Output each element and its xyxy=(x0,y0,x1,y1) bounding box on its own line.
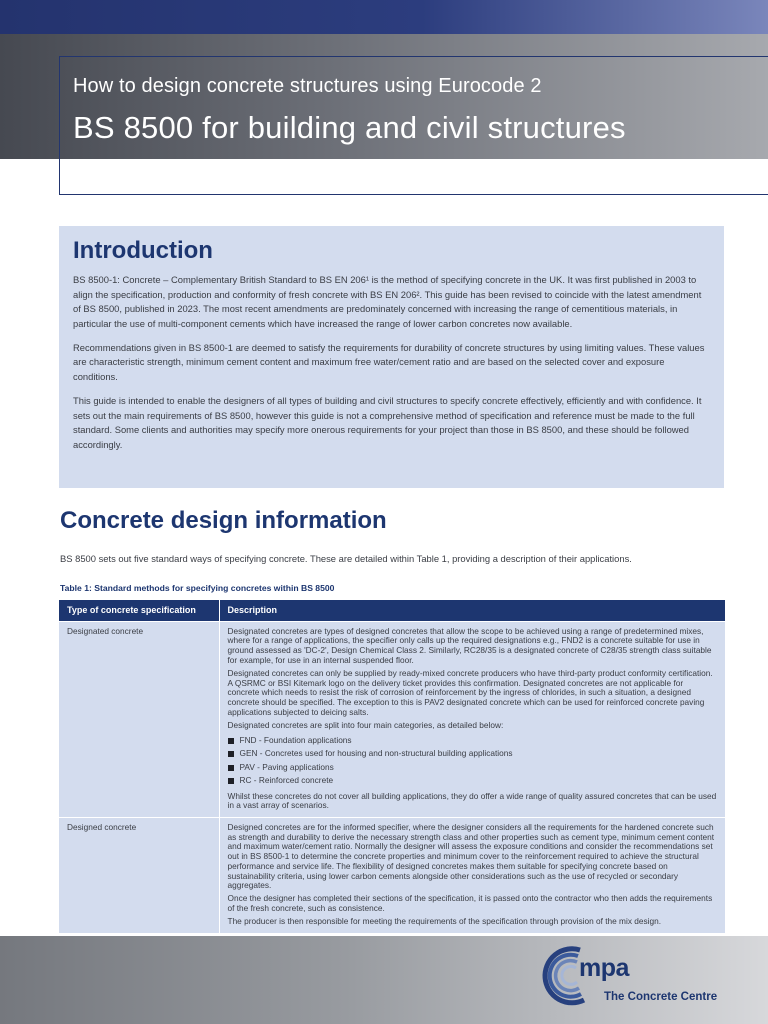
design-info-intro: BS 8500 sets out five standard ways of specifying concrete. These are detailed within Table 1, providing a description of their applications. xyxy=(60,553,632,564)
row-type-cell: Designated concrete xyxy=(59,621,219,818)
column-header-description: Description xyxy=(219,600,725,621)
square-bullet-icon xyxy=(228,778,234,784)
square-bullet-icon xyxy=(228,738,234,744)
list-item xyxy=(228,761,718,774)
logo-subtitle: The Concrete Centre xyxy=(604,991,718,1003)
description-paragraph: Designated concretes are types of designed concretes that allow the scope to be achieved using a range of predetermined mixes, where for a range of applications, the specifier only calls up the required designations e.g., FND2 is a concrete suitable for use in ground assessed as 'DC-2', Design Chemical Class 2. Similarly, RC28/35 is a designated concrete of C28/35 strength class suitable for example, for use in an internal suspended floor. xyxy=(227,625,712,665)
top-color-band xyxy=(0,0,768,34)
introduction-paragraph: Recommendations given in BS 8500-1 are deemed to satisfy the requirements for durability of concrete structures by using limiting values. These values are characteristic strength, minimum cement content and maximum free water/cement ratio and are based on the selected cover and exposure conditions. xyxy=(73,341,705,383)
list-item-text: PAV - Paving applications xyxy=(239,761,334,772)
description-paragraph: The producer is then responsible for meeting the requirements of the specification through provision of the mix design. xyxy=(227,916,662,927)
designation-list xyxy=(228,734,718,788)
introduction-heading: Introduction xyxy=(73,237,213,264)
square-bullet-icon xyxy=(228,765,234,771)
description-paragraph: Designated concretes can only be supplied by ready-mixed concrete producers who have third-party product conformity certification. A QSRMC or BSI Kitemark logo on the delivery ticket provides this confirmation. Designated concretes are not applicable for concrete which needs to resist the risk of corrosion of reinforcement by the ingress of chlorides, in such a situation, a designed concrete should be specified. The exception to this is PAV2 designated concrete which can be used for reinforced concrete paving applications subjected to deicing salts. xyxy=(227,667,713,717)
specification-table xyxy=(59,600,725,933)
list-item xyxy=(228,734,718,747)
list-item xyxy=(228,774,718,787)
table-row xyxy=(59,818,725,934)
list-item-text: GEN - Concretes used for housing and non-structural building applications xyxy=(239,748,513,759)
mpa-logo xyxy=(540,944,730,1014)
introduction-paragraph: BS 8500-1: Concrete – Complementary British Standard to BS EN 206¹ is the method of specifying concrete in the UK. It was first published in 2003 to align the specification, production and conformity of fresh concrete with BS EN 206². This guide has been revised to coincide with the latest amendment of BS 8500, published in 2023. The most recent amendments are predominately concerned with increasing the range of cementitious materials, in particular the use of multi-component cements which have increased the range of lower carbon concretes now available. xyxy=(73,274,702,329)
description-paragraph: Designated concretes are split into four main categories, as detailed below: xyxy=(227,719,504,730)
design-info-heading: Concrete design information xyxy=(60,507,387,534)
description-paragraph: Designed concretes are for the informed specifier, where the designer considers all the requirements for the hardened concrete such as strength and durability to derive the necessary strength class and other properties such as cement type, minimum cement content and maximum water/cement ratio. Normally the designer will assess the exposure conditions and consider the recommendations set out in BS 8500-1 to determine the concrete properties and minimum cover to the reinforcement required to achieve the structural performance and service life. The flexibility of designed concretes makes them suitable for specifying concrete based on sustainability criteria, using lower carbon cements alongside other considerations such as the use of recycled or secondary aggregates. xyxy=(227,822,715,891)
table-caption: Table 1: Standard methods for specifying concretes within BS 8500 xyxy=(60,583,335,593)
table-row xyxy=(59,621,725,818)
introduction-panel xyxy=(59,226,724,488)
row-description-cell xyxy=(219,818,725,934)
description-paragraph: Whilst these concretes do not cover all building applications, they do offer a wide range of quality assured concretes that can be used in a vast array of scenarios. xyxy=(227,790,717,811)
document-title: BS 8500 for building and civil structures xyxy=(73,110,626,145)
list-item-text: FND - Foundation applications xyxy=(239,734,352,745)
column-header-type: Type of concrete specification xyxy=(59,600,219,621)
row-type-cell: Designed concrete xyxy=(59,818,219,934)
logo-wordmark: mpa xyxy=(579,954,629,982)
list-item xyxy=(228,747,718,760)
description-paragraph: Once the designer has completed their sections of the specification, it is passed onto the contractor who then adds the requirements of the fresh concrete, such as consistence. xyxy=(227,893,713,914)
list-item-text: RC - Reinforced concrete xyxy=(239,775,334,786)
document-subtitle: How to design concrete structures using Eurocode 2 xyxy=(73,75,542,97)
row-description-cell xyxy=(219,621,725,818)
introduction-paragraph: This guide is intended to enable the designers of all types of building and civil structures to specify concrete effectively, efficiently and with confidence. It sets out the main requirements of BS 8500, however this guide is not a comprehensive method of specification and reference must be made to the full standard. Some clients and authorities may specify more onerous requirements for your project than those in BS 8500, and these should be followed accordingly. xyxy=(73,395,702,450)
square-bullet-icon xyxy=(228,751,234,757)
table-header-row xyxy=(59,600,725,621)
